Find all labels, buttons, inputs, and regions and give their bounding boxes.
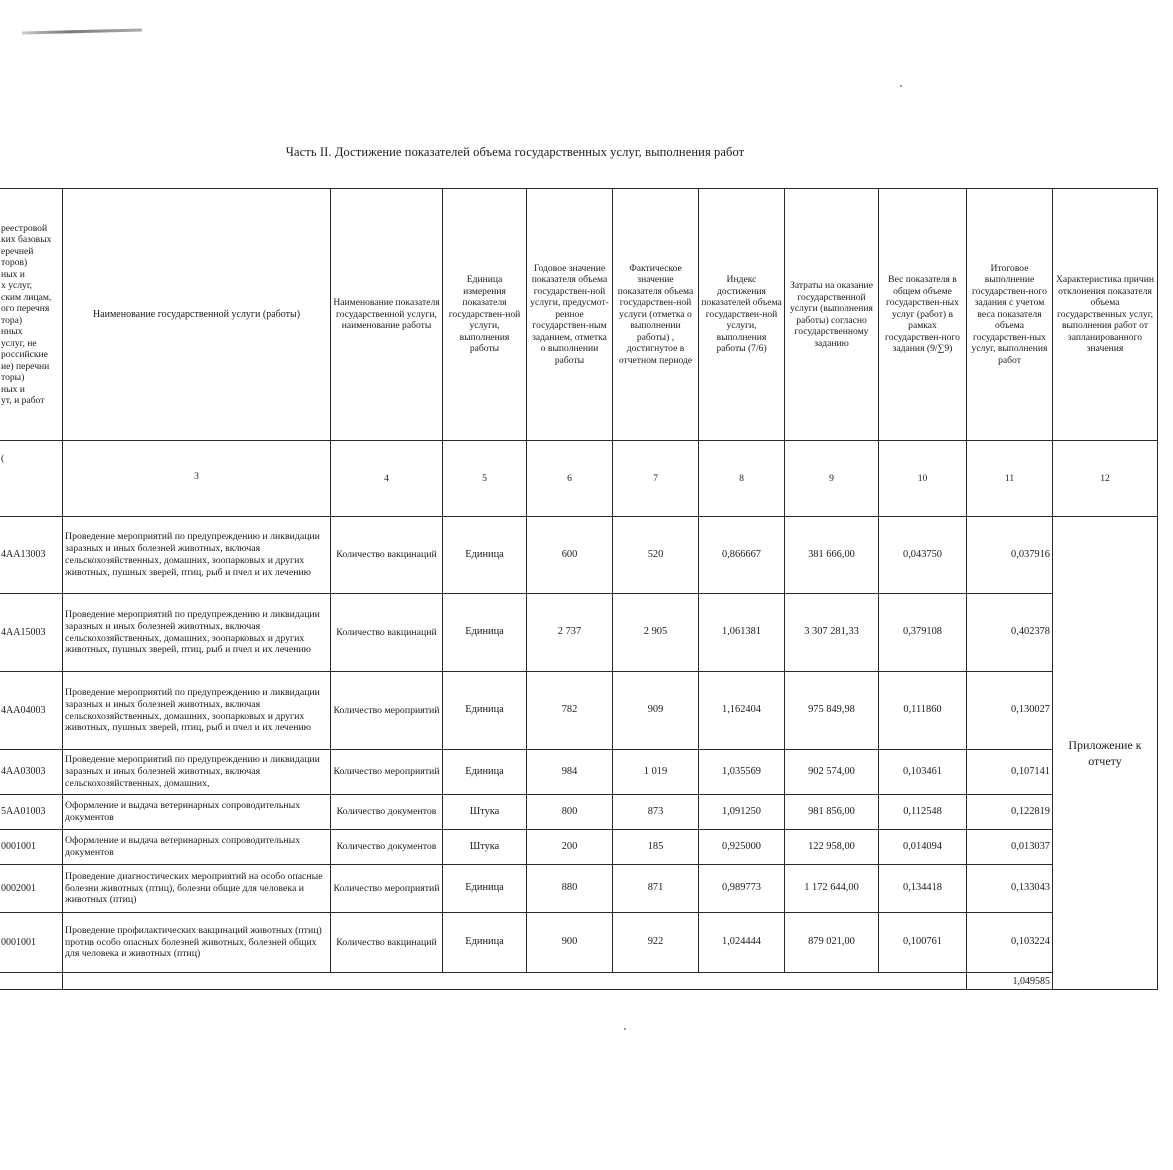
column-number: 6 xyxy=(527,441,613,517)
row-achievement-index: 0,866667 xyxy=(699,517,785,594)
column-number: 9 xyxy=(785,441,879,517)
row-achievement-index: 1,035569 xyxy=(699,750,785,795)
header-col-registry-line: услуг, не xyxy=(1,337,37,349)
row-unit: Единица xyxy=(443,865,527,913)
row-final-result: 0,013037 xyxy=(967,830,1053,865)
row-cost: 122 958,00 xyxy=(785,830,879,865)
total-empty-cell xyxy=(0,973,63,990)
row-service-name: Оформление и выдача ветеринарных сопроводительных документов xyxy=(63,830,331,865)
row-indicator-name: Количество мероприятий xyxy=(331,750,443,795)
header-col-registry-line: ого перечня xyxy=(1,303,50,314)
header-col-registry-line: российские xyxy=(1,349,48,360)
row-fact-value: 2 905 xyxy=(613,594,699,672)
row-final-result: 0,122819 xyxy=(967,795,1053,830)
table-row xyxy=(0,795,1158,830)
header-col-result: Итоговое выполнение государствен-ного задания с учетом веса показателя объема государствен-ных услуг, выполнения работ xyxy=(967,189,1053,441)
total-row xyxy=(0,973,1158,990)
row-indicator-name: Количество вакцинаций xyxy=(331,517,443,594)
table-row xyxy=(0,913,1158,973)
row-weight: 0,014094 xyxy=(879,830,967,865)
report-table xyxy=(0,188,1158,990)
column-number: 12 xyxy=(1053,441,1158,517)
row-service-name: Оформление и выдача ветеринарных сопроводительных документов xyxy=(63,795,331,830)
row-registry-code: 0001001 xyxy=(0,913,63,973)
row-fact-value: 520 xyxy=(613,517,699,594)
row-final-result: 0,402378 xyxy=(967,594,1053,672)
header-col-registry-line: ским лицам, xyxy=(1,291,52,303)
row-registry-code: 4АА03003 xyxy=(0,750,63,795)
row-fact-value: 871 xyxy=(613,865,699,913)
row-fact-value: 1 019 xyxy=(613,750,699,795)
header-col-registry-line: тора) xyxy=(1,314,23,326)
row-indicator-name: Количество вакцинаций xyxy=(331,913,443,973)
header-col-registry-line: ких базовых xyxy=(1,234,52,245)
row-achievement-index: 1,162404 xyxy=(699,672,785,750)
column-number: 11 xyxy=(967,441,1053,517)
deviation-reason-note: Приложение к отчету xyxy=(1053,517,1158,990)
row-weight: 0,112548 xyxy=(879,795,967,830)
column-number: 10 xyxy=(879,441,967,517)
row-indicator-name: Количество документов xyxy=(331,795,443,830)
row-achievement-index: 1,024444 xyxy=(699,913,785,973)
row-plan-value: 880 xyxy=(527,865,613,913)
row-plan-value: 600 xyxy=(527,517,613,594)
column-number: 4 xyxy=(331,441,443,517)
header-col-index: Индекс достижения показателей объема государствен-ной услуги, выполнения работы (7/6) xyxy=(699,189,785,441)
header-col-fact: Фактическое значение показателя объема государствен-ной услуги (отметка о выполнении работы) , достигнутое в отчетном периоде xyxy=(613,189,699,441)
row-achievement-index: 0,925000 xyxy=(699,830,785,865)
scan-speck xyxy=(624,1028,626,1030)
column-number: ( xyxy=(0,441,63,517)
row-service-name: Проведение мероприятий по предупреждению и ликвидации заразных и иных болезней животных, включая сельскохозяйственных, домашних, зоопарковых и других животных, пушных зверей, птиц, рыб и пчел и их лечению xyxy=(63,517,331,594)
row-unit: Единица xyxy=(443,517,527,594)
row-fact-value: 873 xyxy=(613,795,699,830)
row-indicator-name: Количество мероприятий xyxy=(331,672,443,750)
row-service-name: Проведение мероприятий по предупреждению и ликвидации заразных и иных болезней животных, включая сельскохозяйственных, домашних, зоопарковых и других животных, пушных зверей, птиц, рыб и пчел и их лечению xyxy=(63,672,331,750)
row-indicator-name: Количество мероприятий xyxy=(331,865,443,913)
row-registry-code: 0001001 xyxy=(0,830,63,865)
row-fact-value: 909 xyxy=(613,672,699,750)
row-cost: 3 307 281,33 xyxy=(785,594,879,672)
table-row xyxy=(0,830,1158,865)
header-col-deviation-reason: Характеристика причин отклонения показателя объема государственных услуг, выполнения работ от запланированного значения xyxy=(1053,189,1158,441)
row-unit: Единица xyxy=(443,672,527,750)
header-col-registry-line: еречней xyxy=(1,245,34,257)
table-row xyxy=(0,517,1158,594)
header-col-registry xyxy=(0,189,63,441)
row-indicator-name: Количество документов xyxy=(331,830,443,865)
row-service-name: Проведение диагностических мероприятий на особо опасные болезни животных (птиц), болезни общие для человека и животных (птиц) xyxy=(63,865,331,913)
row-final-result: 0,103224 xyxy=(967,913,1053,973)
column-number: 3 xyxy=(63,441,331,517)
header-col-plan: Годовое значение показателя объема государствен-ной услуги, предусмот-ренное государствен-ным заданием, отметка о выполнении работы xyxy=(527,189,613,441)
row-plan-value: 782 xyxy=(527,672,613,750)
row-weight: 0,103461 xyxy=(879,750,967,795)
table-row xyxy=(0,672,1158,750)
page-title: Часть II. Достижение показателей объема государственных услуг, выполнения работ xyxy=(285,145,745,159)
row-fact-value: 185 xyxy=(613,830,699,865)
header-col-cost: Затраты на оказание государственной услуги (выполнения работы) согласно государственному заданию xyxy=(785,189,879,441)
header-col-registry-line: ных и xyxy=(1,383,25,395)
row-service-name: Проведение мероприятий по предупреждению и ликвидации заразных и иных болезней животных, включая сельскохозяйственных, домашних, xyxy=(63,750,331,795)
total-result: 1,049585 xyxy=(967,973,1053,990)
header-col-registry-line: ных и xyxy=(1,268,25,280)
row-registry-code: 4АА15003 xyxy=(0,594,63,672)
header-col-registry-line: ие) перечни xyxy=(1,360,50,372)
row-weight: 0,379108 xyxy=(879,594,967,672)
header-col-registry-line: торов) xyxy=(1,257,28,268)
column-number-row xyxy=(0,441,1158,517)
row-cost: 975 849,98 xyxy=(785,672,879,750)
row-plan-value: 900 xyxy=(527,913,613,973)
row-unit: Единица xyxy=(443,913,527,973)
row-service-name: Проведение профилактических вакцинаций животных (птиц) против особо опасных болезней животных, болезней общих для человека и животных (птиц) xyxy=(63,913,331,973)
header-col-service-name: Наименование государственной услуги (работы) xyxy=(63,189,331,441)
column-number: 5 xyxy=(443,441,527,517)
row-plan-value: 984 xyxy=(527,750,613,795)
row-plan-value: 200 xyxy=(527,830,613,865)
table-row xyxy=(0,594,1158,672)
table-row xyxy=(0,750,1158,795)
header-col-registry-line: х услуг, xyxy=(1,280,33,291)
row-plan-value: 2 737 xyxy=(527,594,613,672)
row-unit: Единица xyxy=(443,750,527,795)
row-final-result: 0,133043 xyxy=(967,865,1053,913)
column-number: 8 xyxy=(699,441,785,517)
row-achievement-index: 0,989773 xyxy=(699,865,785,913)
header-col-registry-line: реестровой xyxy=(1,222,48,234)
row-unit: Штука xyxy=(443,830,527,865)
row-achievement-index: 1,091250 xyxy=(699,795,785,830)
row-cost: 902 574,00 xyxy=(785,750,879,795)
total-empty-cell xyxy=(63,973,967,990)
row-registry-code: 0002001 xyxy=(0,865,63,913)
row-fact-value: 922 xyxy=(613,913,699,973)
row-weight: 0,134418 xyxy=(879,865,967,913)
row-unit: Единица xyxy=(443,594,527,672)
row-cost: 981 856,00 xyxy=(785,795,879,830)
row-plan-value: 800 xyxy=(527,795,613,830)
row-service-name: Проведение мероприятий по предупреждению и ликвидации заразных и иных болезней животных, включая сельскохозяйственных, домашних, зоопарковых и других животных, пушных зверей, птиц, рыб и пчел и их лечению xyxy=(63,594,331,672)
header-col-unit: Единица измерения показателя государствен-ной услуги, выполнения работы xyxy=(443,189,527,441)
row-unit: Штука xyxy=(443,795,527,830)
table-header-row xyxy=(0,189,1158,441)
scan-speck xyxy=(900,85,902,87)
header-col-weight: Вес показателя в общем объеме государствен-ных услуг (работ) в рамках государствен-ного задания (9/∑9) xyxy=(879,189,967,441)
row-registry-code: 4АА13003 xyxy=(0,517,63,594)
row-cost: 879 021,00 xyxy=(785,913,879,973)
row-final-result: 0,130027 xyxy=(967,672,1053,750)
scan-artifact xyxy=(22,29,142,35)
column-number: 7 xyxy=(613,441,699,517)
table-row xyxy=(0,865,1158,913)
row-registry-code: 4АА04003 xyxy=(0,672,63,750)
row-registry-code: 5АА01003 xyxy=(0,795,63,830)
row-cost: 1 172 644,00 xyxy=(785,865,879,913)
header-col-registry-line: нных xyxy=(1,326,23,337)
header-col-registry-line: ут, и работ xyxy=(1,395,45,406)
row-indicator-name: Количество вакцинаций xyxy=(331,594,443,672)
row-achievement-index: 1,061381 xyxy=(699,594,785,672)
row-final-result: 0,107141 xyxy=(967,750,1053,795)
row-weight: 0,100761 xyxy=(879,913,967,973)
row-cost: 381 666,00 xyxy=(785,517,879,594)
header-col-indicator-name: Наименование показателя государственной услуги, наименование работы xyxy=(331,189,443,441)
header-col-registry-line: торы) xyxy=(1,372,25,383)
row-final-result: 0,037916 xyxy=(967,517,1053,594)
row-weight: 0,043750 xyxy=(879,517,967,594)
row-weight: 0,111860 xyxy=(879,672,967,750)
